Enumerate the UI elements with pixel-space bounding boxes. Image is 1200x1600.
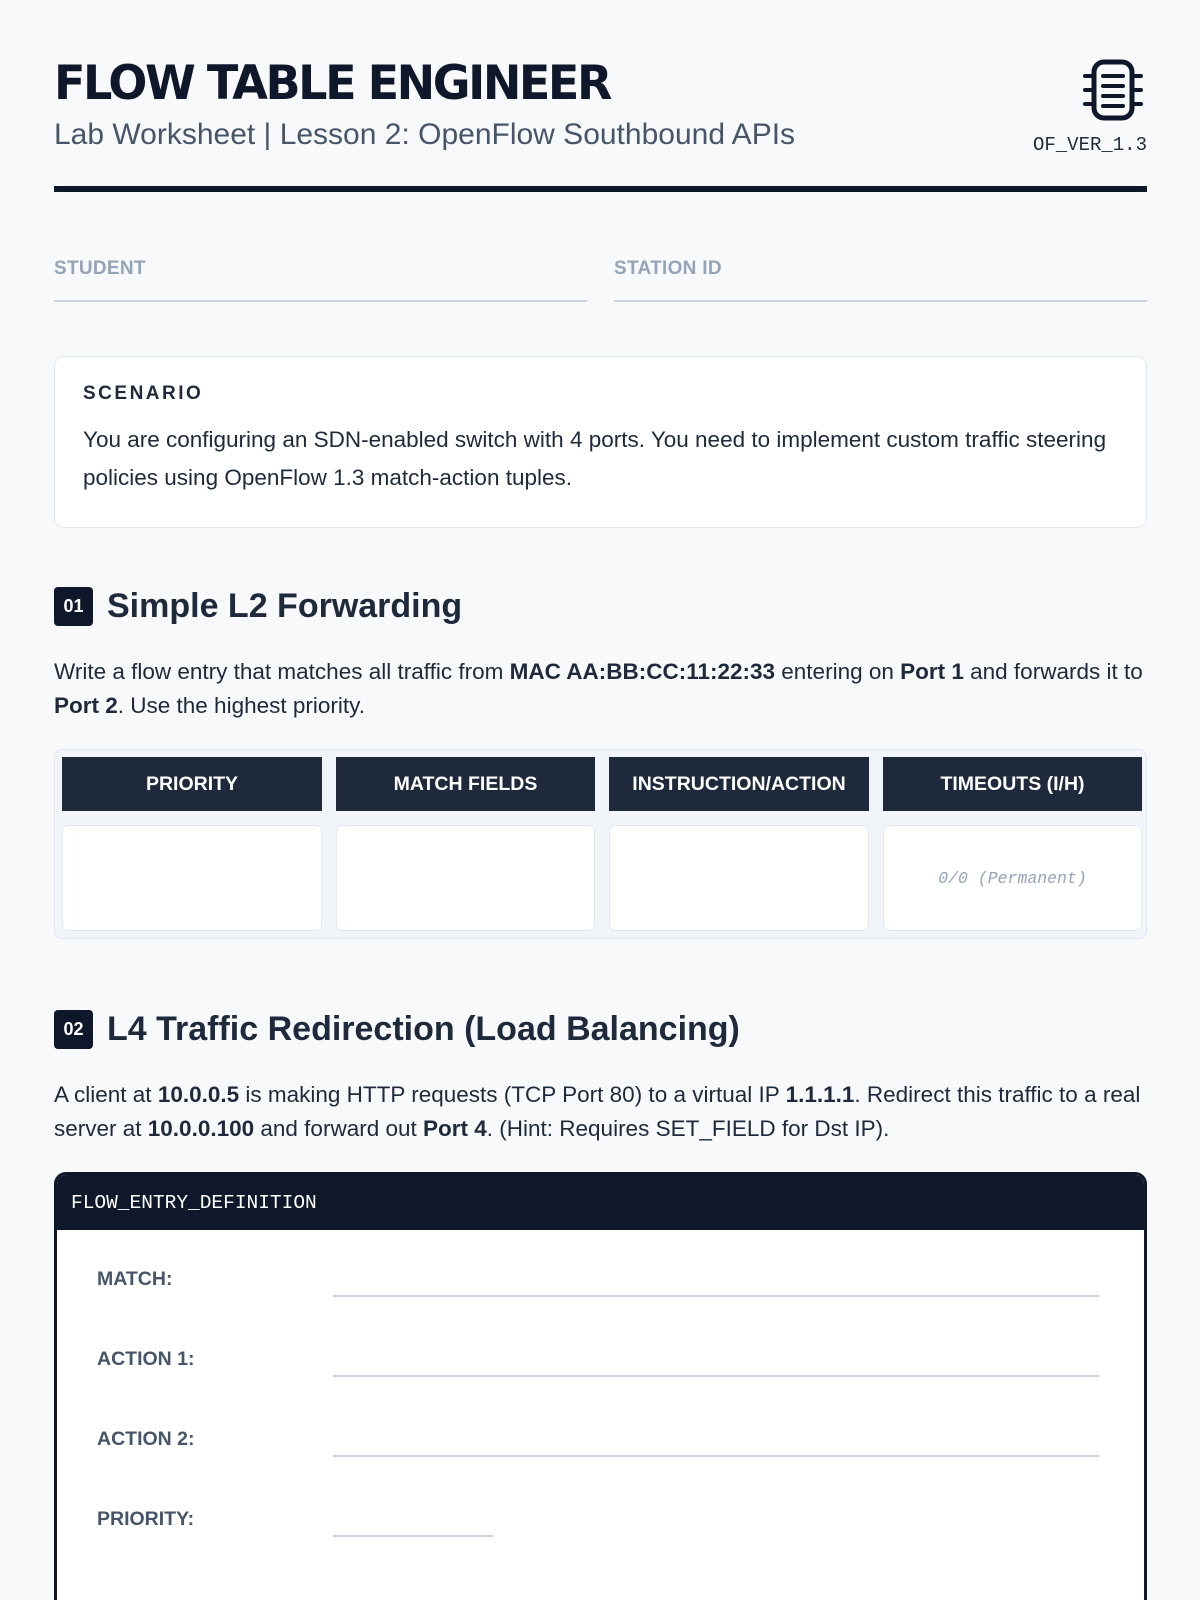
worksheet-header xyxy=(54,52,1147,192)
desc-out-port: Port 4 xyxy=(423,1116,487,1141)
worksheet-page xyxy=(54,0,1147,1600)
desc-out-port: Port 2 xyxy=(54,693,118,718)
match-label: MATCH: xyxy=(97,1268,173,1290)
column-header-timeouts: TIMEOUTS (I/H) xyxy=(883,757,1142,811)
section-2-heading xyxy=(54,1007,740,1051)
timeouts-hint: 0/0 (Permanent) xyxy=(938,868,1087,888)
switch-chip-icon xyxy=(1083,58,1143,122)
desc-text: . (Hint: Requires SET_FIELD for Dst IP). xyxy=(486,1116,890,1141)
match-input-line[interactable] xyxy=(333,1295,1099,1297)
desc-text: . Redirect this traffic to a real server at xyxy=(54,1082,1141,1141)
desc-client-ip: 10.0.0.5 xyxy=(157,1082,240,1107)
scenario-box xyxy=(54,356,1147,528)
scenario-label: SCENARIO xyxy=(83,383,204,404)
desc-in-port: Port 1 xyxy=(900,659,964,684)
station-id-label: STATION ID xyxy=(614,258,722,279)
action-1-label: ACTION 1: xyxy=(97,1348,195,1370)
action-2-input-line[interactable] xyxy=(333,1455,1099,1457)
student-field[interactable] xyxy=(54,258,587,302)
desc-mac: MAC AA:BB:CC:11:22:33 xyxy=(509,659,776,684)
desc-text: is making HTTP requests (TCP Port 80) to a virtual IP xyxy=(239,1082,786,1107)
flow-entry-definition-header: FLOW_ENTRY_DEFINITION xyxy=(57,1175,1144,1230)
desc-text: Write a flow entry that matches all traffic from xyxy=(54,659,510,684)
priority-input-line[interactable] xyxy=(333,1535,493,1537)
column-header-instruction-action: INSTRUCTION/ACTION xyxy=(609,757,869,811)
flow-table xyxy=(54,749,1147,939)
section-1-title: Simple L2 Forwarding xyxy=(107,586,463,625)
page-title: FLOW TABLE ENGINEER xyxy=(54,56,610,111)
page-subtitle: Lab Worksheet | Lesson 2: OpenFlow Southbound APIs xyxy=(54,118,796,151)
priority-label: PRIORITY: xyxy=(97,1508,195,1530)
column-header-match-fields: MATCH FIELDS xyxy=(336,757,595,811)
section-2-badge: 02 xyxy=(54,1010,93,1049)
desc-text: entering on xyxy=(775,659,901,684)
desc-text: A client at xyxy=(54,1082,158,1107)
instruction-action-cell[interactable] xyxy=(609,825,869,931)
desc-text: and forwards it to xyxy=(963,659,1143,684)
desc-virtual-ip: 1.1.1.1 xyxy=(785,1082,855,1107)
priority-cell[interactable] xyxy=(62,825,322,931)
section-2-title: L4 Traffic Redirection (Load Balancing) xyxy=(107,1009,740,1048)
station-id-field[interactable] xyxy=(614,258,1147,302)
scenario-text: You are configuring an SDN-enabled switch with 4 ports. You need to implement custom traffic steering policies using OpenFlow 1.3 match-action tuples. xyxy=(83,427,1107,490)
desc-text: . Use the highest priority. xyxy=(117,693,365,718)
column-header-priority: PRIORITY xyxy=(62,757,322,811)
timeouts-cell[interactable] xyxy=(883,825,1142,931)
match-fields-cell[interactable] xyxy=(336,825,595,931)
desc-text: and forward out xyxy=(254,1116,423,1141)
section-1-badge: 01 xyxy=(54,587,93,626)
action-1-input-line[interactable] xyxy=(333,1375,1099,1377)
student-label: STUDENT xyxy=(54,258,146,279)
section-2-description xyxy=(54,1078,1147,1146)
logo xyxy=(1017,58,1147,158)
action-2-label: ACTION 2: xyxy=(97,1428,195,1450)
desc-server-ip: 10.0.0.100 xyxy=(147,1116,255,1141)
flow-entry-definition-box xyxy=(54,1172,1147,1600)
section-1-description xyxy=(54,655,1147,723)
section-1-heading xyxy=(54,584,462,628)
version-label: OF_VER_1.3 xyxy=(1032,134,1147,156)
